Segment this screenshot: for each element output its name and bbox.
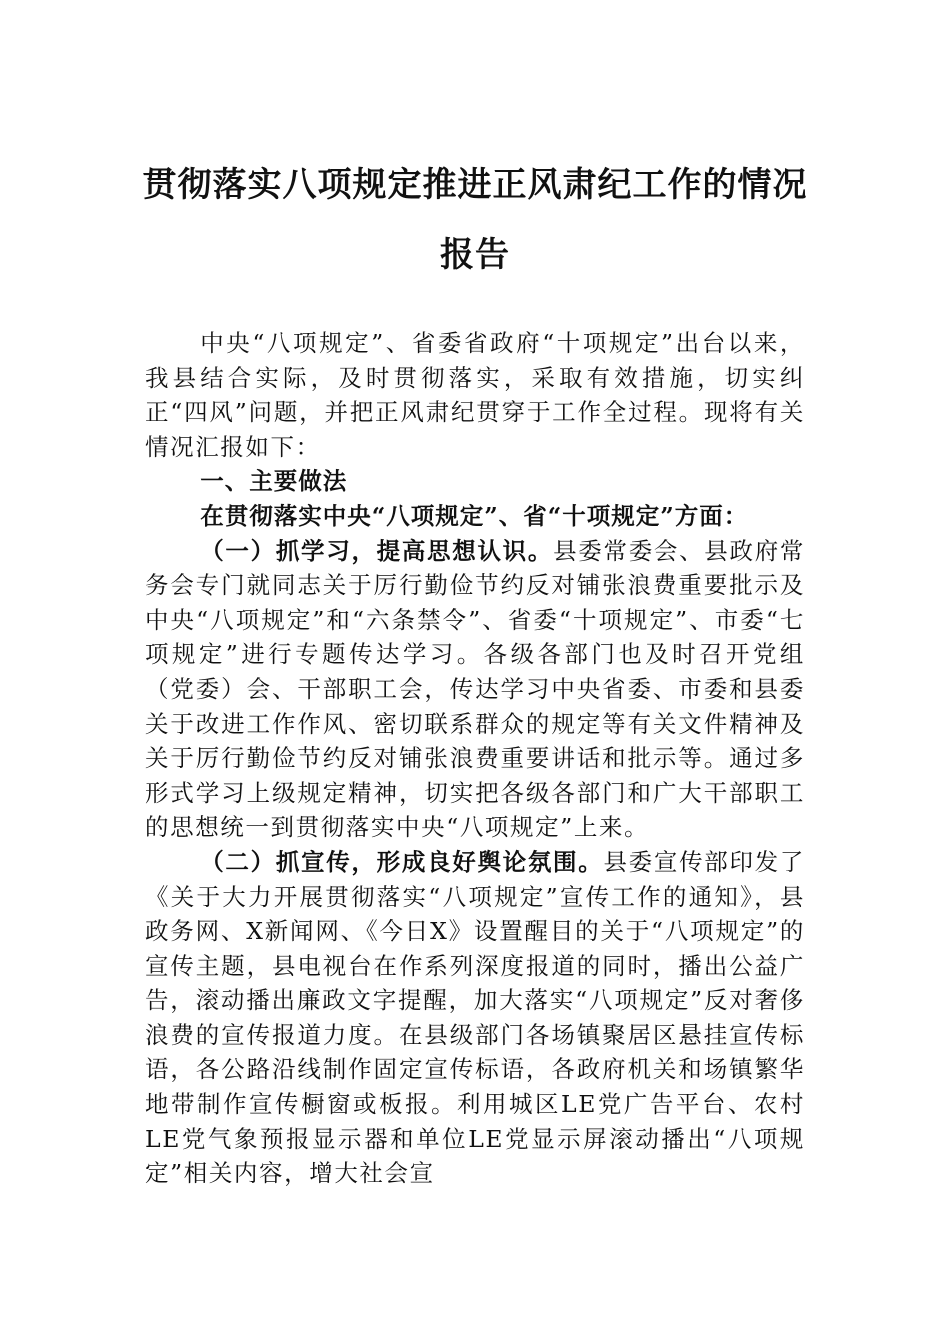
paragraph-publicity-body: 县委宣传部印发了《关于大力开展贯彻落实“八项规定”宣传工作的通知》，县政务网、X新闻网、《今日X》设置醒目的关于“八项规定”的宣传主题，县电视台在作系列深度报道的同时，播出公益广告，滚动播出廉政文字提醒，加大落实“八项规定”反对奢侈浪费的宣传报道力度。在县级部门各场镇聚居区悬挂宣传标语，各公路沿线制作固定宣传标语，各政府机关和场镇繁华地带制作宣传橱窗或板报。利用城区LE党广告平台、农村LE党气象预报显示器和单位LE党显示屏滚动播出“八项规定”相关内容，增大社会宣 — [145, 847, 805, 1188]
document-body — [145, 326, 805, 1191]
paragraph-publicity — [145, 845, 805, 1191]
document-title: 贯彻落实八项规定推进正风肃纪工作的情况报告 — [142, 165, 808, 275]
intro-paragraph: 中央“八项规定”、省委省政府“十项规定”出台以来，我县结合实际，及时贯彻落实，采取有效措施，切实纠正“四风”问题，并把正风肃纪贯穿于工作全过程。现将有关情况汇报如下： — [145, 329, 805, 461]
subheading-eight-provisions: 在贯彻落实中央“八项规定”、省“十项规定”方面： — [200, 501, 749, 530]
section-heading-main-practices: 一、主要做法 — [200, 467, 348, 496]
paragraph-study-body: 县委常委会、县政府常务会专门就同志关于厉行勤俭节约反对铺张浪费重要批示及中央“八项规定”和“六条禁令”、省委“十项规定”、市委“七项规定”进行专题传达学习。各级各部门也及时召开党组（党委）会、干部职工会，传达学习中央省委、市委和县委关于改进工作作风、密切联系群众的规定等有关文件精神及关于厉行勤俭节约反对铺张浪费重要讲话和批示等。通过多形式学习上级规定精神，切实把各级各部门和广大干部职工的思想统一到贯彻落实中央“八项规定”上来。 — [145, 536, 806, 842]
paragraph-study-lead: （一）抓学习，提高思想认识。 — [200, 536, 554, 565]
paragraph-publicity-lead: （二）抓宣传，形成良好舆论氛围。 — [200, 847, 604, 876]
paragraph-study — [145, 534, 805, 845]
